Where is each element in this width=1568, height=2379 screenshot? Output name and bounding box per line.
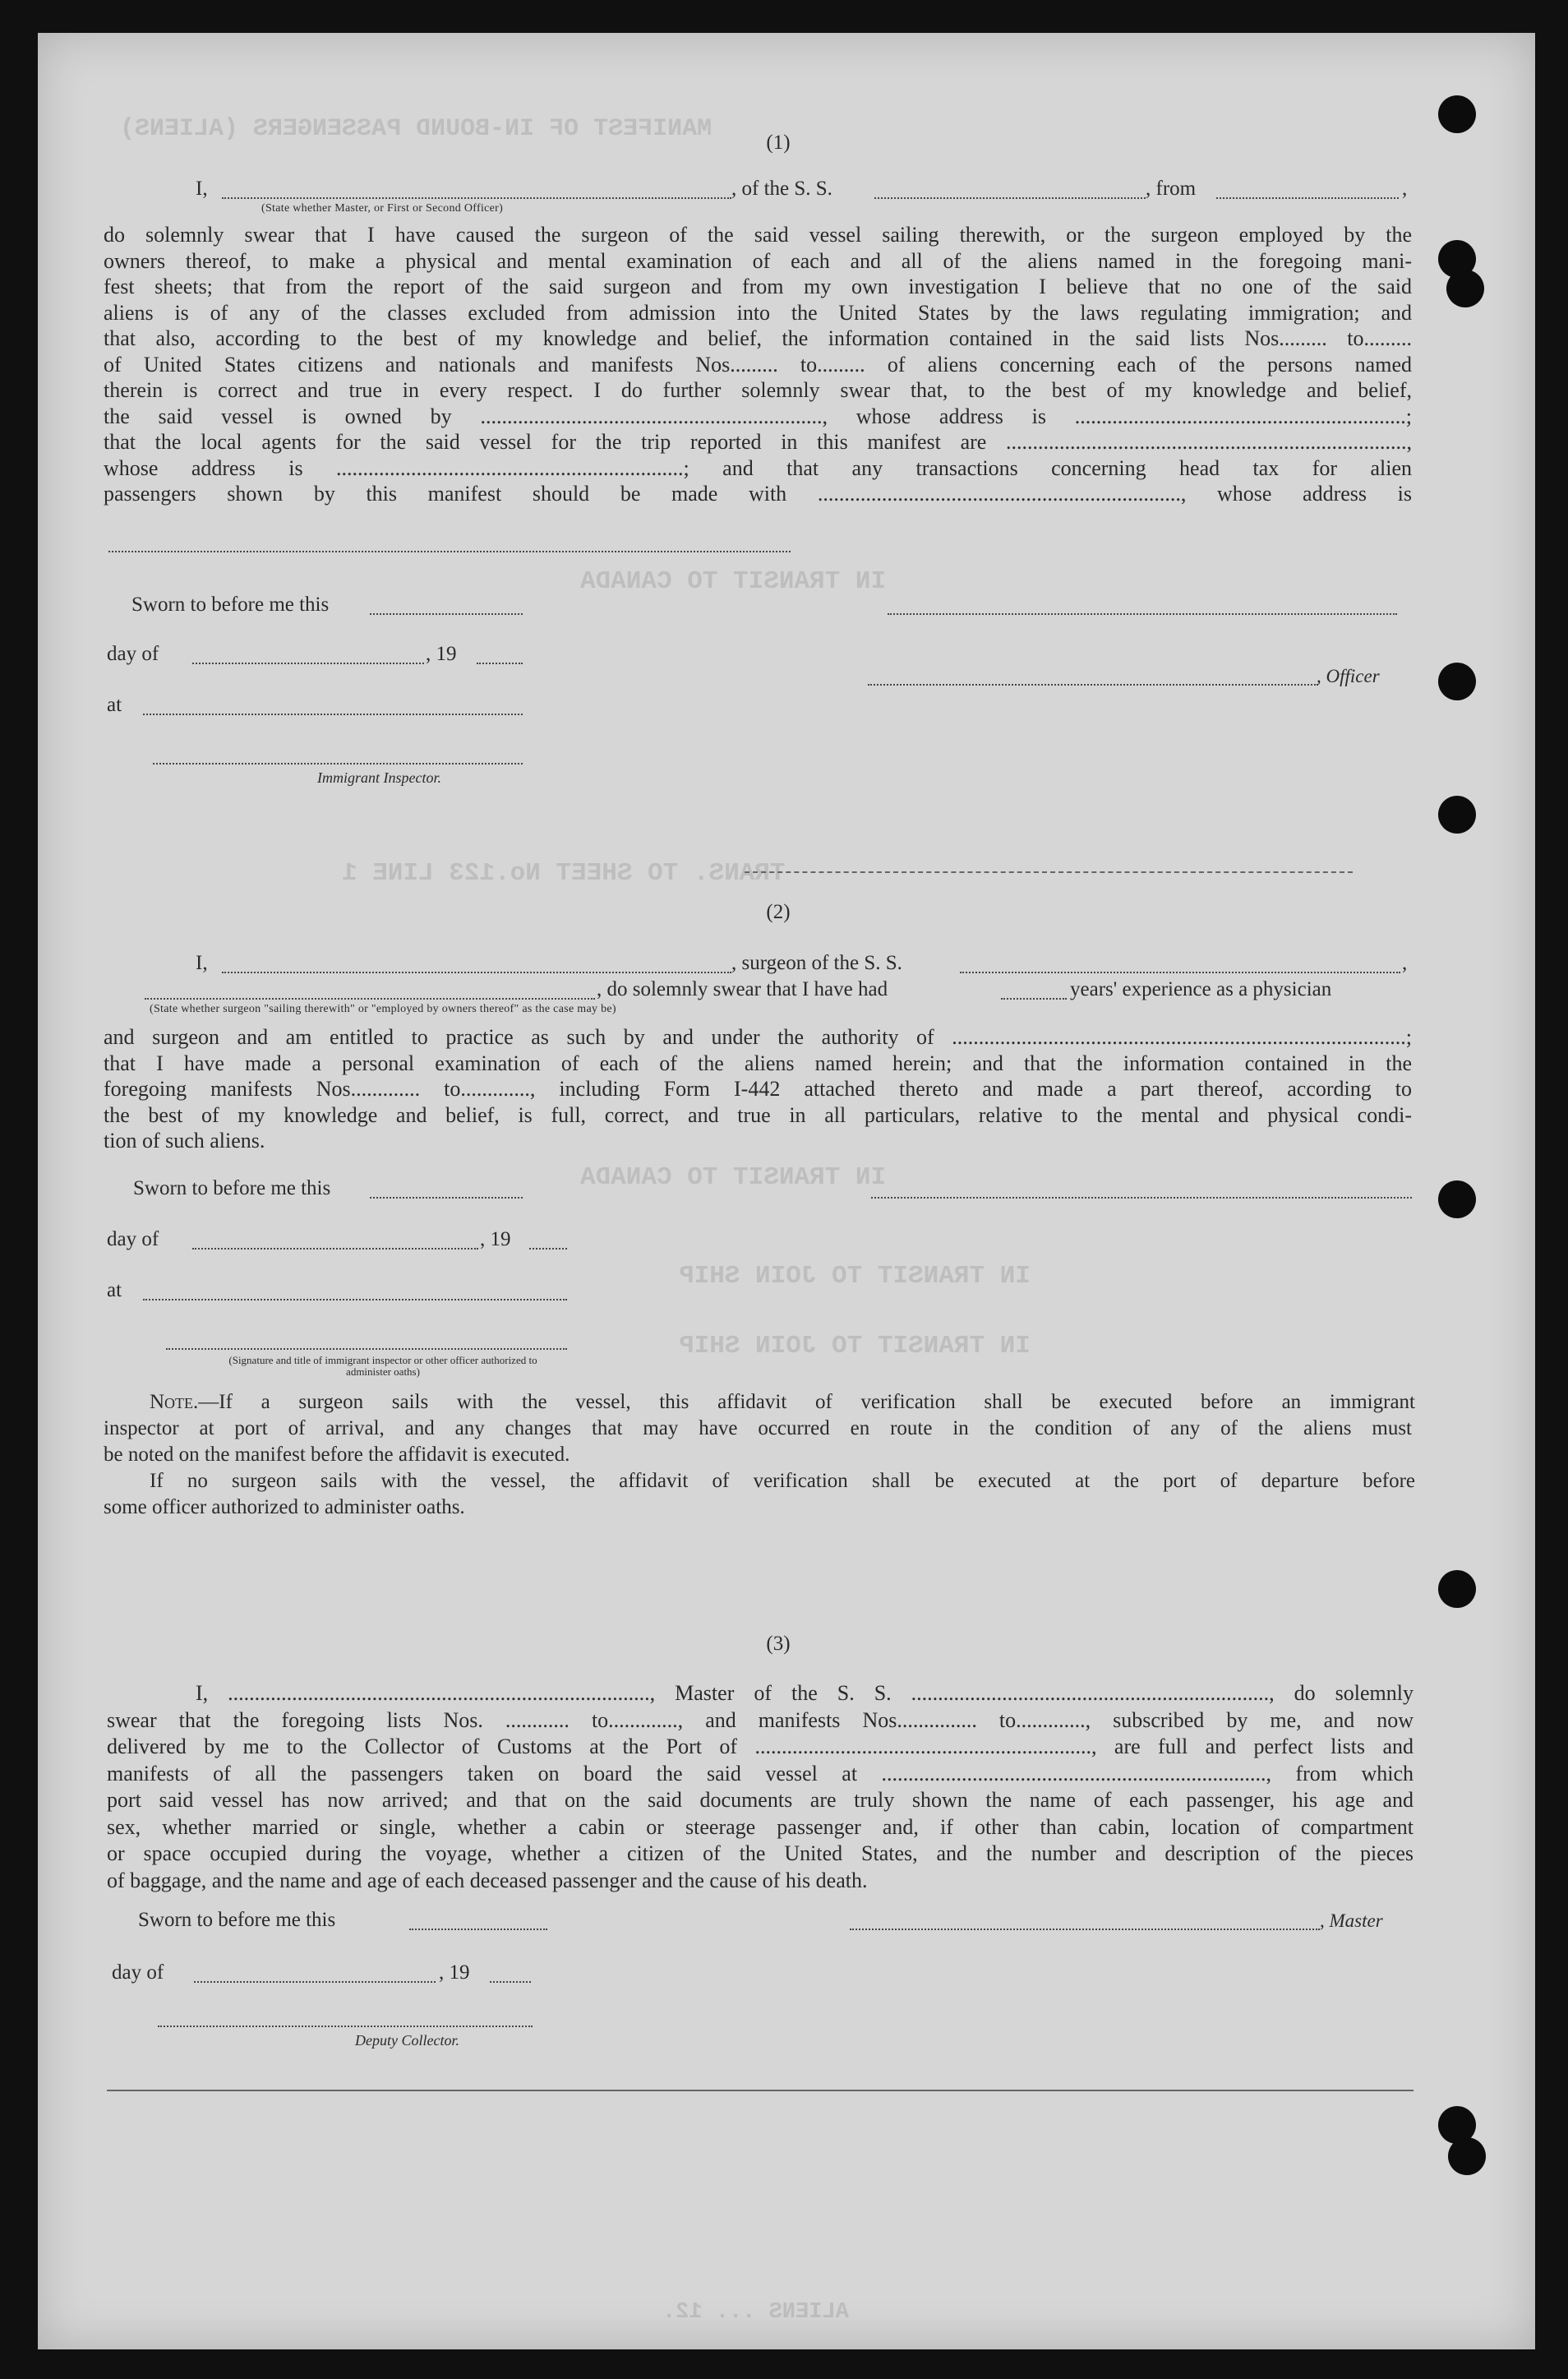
year-label: , 19 <box>439 1961 470 1984</box>
from-label: , from <box>1146 178 1197 200</box>
bleed-through-line: IN TRANSIT TO JOIN SHIP <box>679 1332 1031 1360</box>
day-of-label: day of <box>107 1228 159 1250</box>
sworn-date-field[interactable] <box>370 613 523 615</box>
divider <box>745 871 1353 873</box>
no-surgeon-note: If no surgeon sails with the vessel, the affidavit of verification shall be executed at the port of departure before <box>150 1470 1415 1492</box>
punch-hole-icon <box>1438 1570 1476 1608</box>
officer-signature-field[interactable] <box>888 613 1397 615</box>
section-1-heading: (1) <box>766 132 791 154</box>
section-2-heading: (2) <box>766 901 791 923</box>
authorized-officer-signature-field[interactable] <box>166 1348 567 1350</box>
at-label: at <box>107 694 122 716</box>
year-label: , 19 <box>480 1228 511 1250</box>
no-surgeon-note-continued: some officer authorized to administer oaths. <box>104 1496 465 1518</box>
bottom-rule <box>107 2090 1414 2091</box>
month-field[interactable] <box>194 1981 436 1983</box>
sworn-date-field[interactable] <box>370 1197 523 1199</box>
punch-hole-icon <box>1438 95 1476 133</box>
section-2-oath-text: and surgeon and am entitled to practice as such by and under the authority of .....................................................................................; that I have made a personal examination of each of the aliens named herein; and that the information contained in the foregoing manifests Nos............. to............., including Form I-442 attached thereto and made a part thereof, according to the best of my knowledge and belief, is full, correct, and true in all particulars, relative to the mental and physical condi- tion of such aliens. <box>104 1025 1412 1153</box>
years-experience-field[interactable] <box>1001 998 1067 1000</box>
month-field[interactable] <box>192 663 424 664</box>
officer-title-field[interactable] <box>868 684 1318 686</box>
sworn-date-field[interactable] <box>409 1929 547 1930</box>
surgeon-status-field[interactable] <box>145 998 595 1000</box>
sworn-label: Sworn to before me this <box>133 1177 331 1199</box>
sworn-label: Sworn to before me this <box>131 594 330 616</box>
punch-hole-icon <box>1448 2137 1486 2175</box>
officer-rank-instruction: (State whether Master, or First or Second Officer) <box>261 202 504 215</box>
place-field[interactable] <box>143 714 523 715</box>
punch-hole-icon <box>1446 270 1484 307</box>
punch-hole-icon <box>1438 1180 1476 1218</box>
bleed-through-footer: ALIENS ... 12. <box>662 2300 849 2325</box>
vessel-name-field[interactable] <box>874 197 1146 199</box>
month-field[interactable] <box>192 1248 478 1250</box>
surgeon-note-continued: inspector at port of arrival, and any changes that may have occurred en route in the condition of any of the aliens must be noted on the manifest before the affidavit is executed. <box>104 1417 1412 1466</box>
bleed-through-line: TRANS. TO SHEET No.123 LINE 1 <box>342 859 786 888</box>
deputy-collector-caption: Deputy Collector. <box>355 2032 459 2049</box>
section-1-oath-text: do solemnly swear that I have caused the surgeon of the said vessel sailing therewith, or the surgeon employed by the owners thereof, to make a physical and mental examination of each and all of the aliens named in the foregoing mani- fest sheets; that from the report of the said surgeon and from my own investigation I believe that no one of the said aliens is of any of the classes excluded from admission into the United States by the laws regulating immigration; and that also, according to the best of my knowledge and belief, the information contained in the said lists Nos......... to......... of United States citizens and nationals and manifests Nos......... to......... of aliens concerning each of the persons named therein is correct and true in every respect. I do further solemnly swear that, to the best of my knowledge and belief, the said vessel is owned by ................................................................, whose address is ..............................................................; that the local agents for the said vessel for the trip reported in this manifest are ..........................................................................., whose address is .................................................................; and that any transactions concerning head tax for alien passengers shown by this manifest should be made with ...................................................................., whose address is <box>104 223 1412 506</box>
deputy-collector-signature-field[interactable] <box>158 2026 533 2027</box>
departure-port-field[interactable] <box>1216 197 1399 199</box>
bleed-through-line: IN TRANSIT TO CANADA <box>580 1163 887 1192</box>
oath-2-i: I, <box>196 952 208 974</box>
immigrant-inspector-caption: Immigrant Inspector. <box>317 769 441 786</box>
agent-address-continuation-field[interactable] <box>108 551 791 552</box>
surgeon-vessel-field[interactable] <box>960 972 1400 973</box>
day-of-label: day of <box>107 643 159 665</box>
bleed-through-header: MANIFEST OF IN-BOUND PASSENGERS (ALIENS) <box>120 115 713 143</box>
comma: , <box>1402 952 1408 974</box>
section-3-heading: (3) <box>766 1633 791 1655</box>
day-of-label: day of <box>112 1961 164 1984</box>
surgeon-signature-field[interactable] <box>871 1197 1412 1199</box>
bleed-through-line: IN TRANSIT TO CANADA <box>580 567 887 596</box>
manifest-page <box>38 33 1535 2349</box>
surgeon-status-instruction: (State whether surgeon "sailing therewith" or "employed by owners thereof" as the case may be) <box>150 1003 616 1015</box>
years-experience-label: years' experience as a physician <box>1070 978 1332 1000</box>
bleed-through-line: IN TRANSIT TO JOIN SHIP <box>679 1262 1031 1291</box>
year-field[interactable] <box>529 1248 567 1250</box>
year-label: , 19 <box>426 643 457 665</box>
punch-hole-icon <box>1438 796 1476 834</box>
surgeon-name-field[interactable] <box>222 972 731 973</box>
solemnly-swear-label: , do solemnly swear that I have had <box>597 978 888 1000</box>
surgeon-of-ss-label: , surgeon of the S. S. <box>731 952 902 974</box>
year-field[interactable] <box>477 663 523 664</box>
signature-caption: (Signature and title of immigrant inspector or other officer authorized to administer oaths) <box>228 1354 537 1378</box>
year-field[interactable] <box>490 1981 531 1983</box>
section-3-oath-text: I, ..............................................................................., Master of the S. S. ..................................................................., do solemnly swear that the foregoing lists Nos. ............ to............., and manifests Nos............... to............., subscribed by me, and now delivered by me to the Collector of Customs at the Port of ..............................................................., are full and perfect lists and manifests of all the passengers taken on board the said vessel at ........................................................................, from which port said vessel has now arrived; and that on the said documents are truly shown the name of each passenger, his age and sex, whether married or single, whether a cabin or steerage passenger and, if other than cabin, location of compartment or space occupied during the voyage, whether a citizen of the United States, and the number and description of the pieces of baggage, and the name and age of each deceased passenger and the cause of his death. <box>107 1681 1414 1892</box>
officer-label: , Officer <box>1317 666 1380 686</box>
surgeon-note: Note.—If a surgeon sails with the vessel, this affidavit of verification shall be executed before an immigrant <box>150 1391 1415 1413</box>
place-field[interactable] <box>143 1299 567 1300</box>
comma: , <box>1402 178 1408 200</box>
master-label: , Master <box>1320 1910 1383 1931</box>
inspector-signature-field[interactable] <box>153 763 523 765</box>
oath-1-i: I, <box>196 178 208 200</box>
officer-name-field[interactable] <box>222 197 731 199</box>
note-label: Note. <box>150 1391 199 1413</box>
sworn-label: Sworn to before me this <box>138 1909 336 1931</box>
punch-hole-icon <box>1438 663 1476 700</box>
master-signature-field[interactable] <box>850 1929 1320 1930</box>
of-ss-label: , of the S. S. <box>731 178 832 200</box>
at-label: at <box>107 1279 122 1301</box>
